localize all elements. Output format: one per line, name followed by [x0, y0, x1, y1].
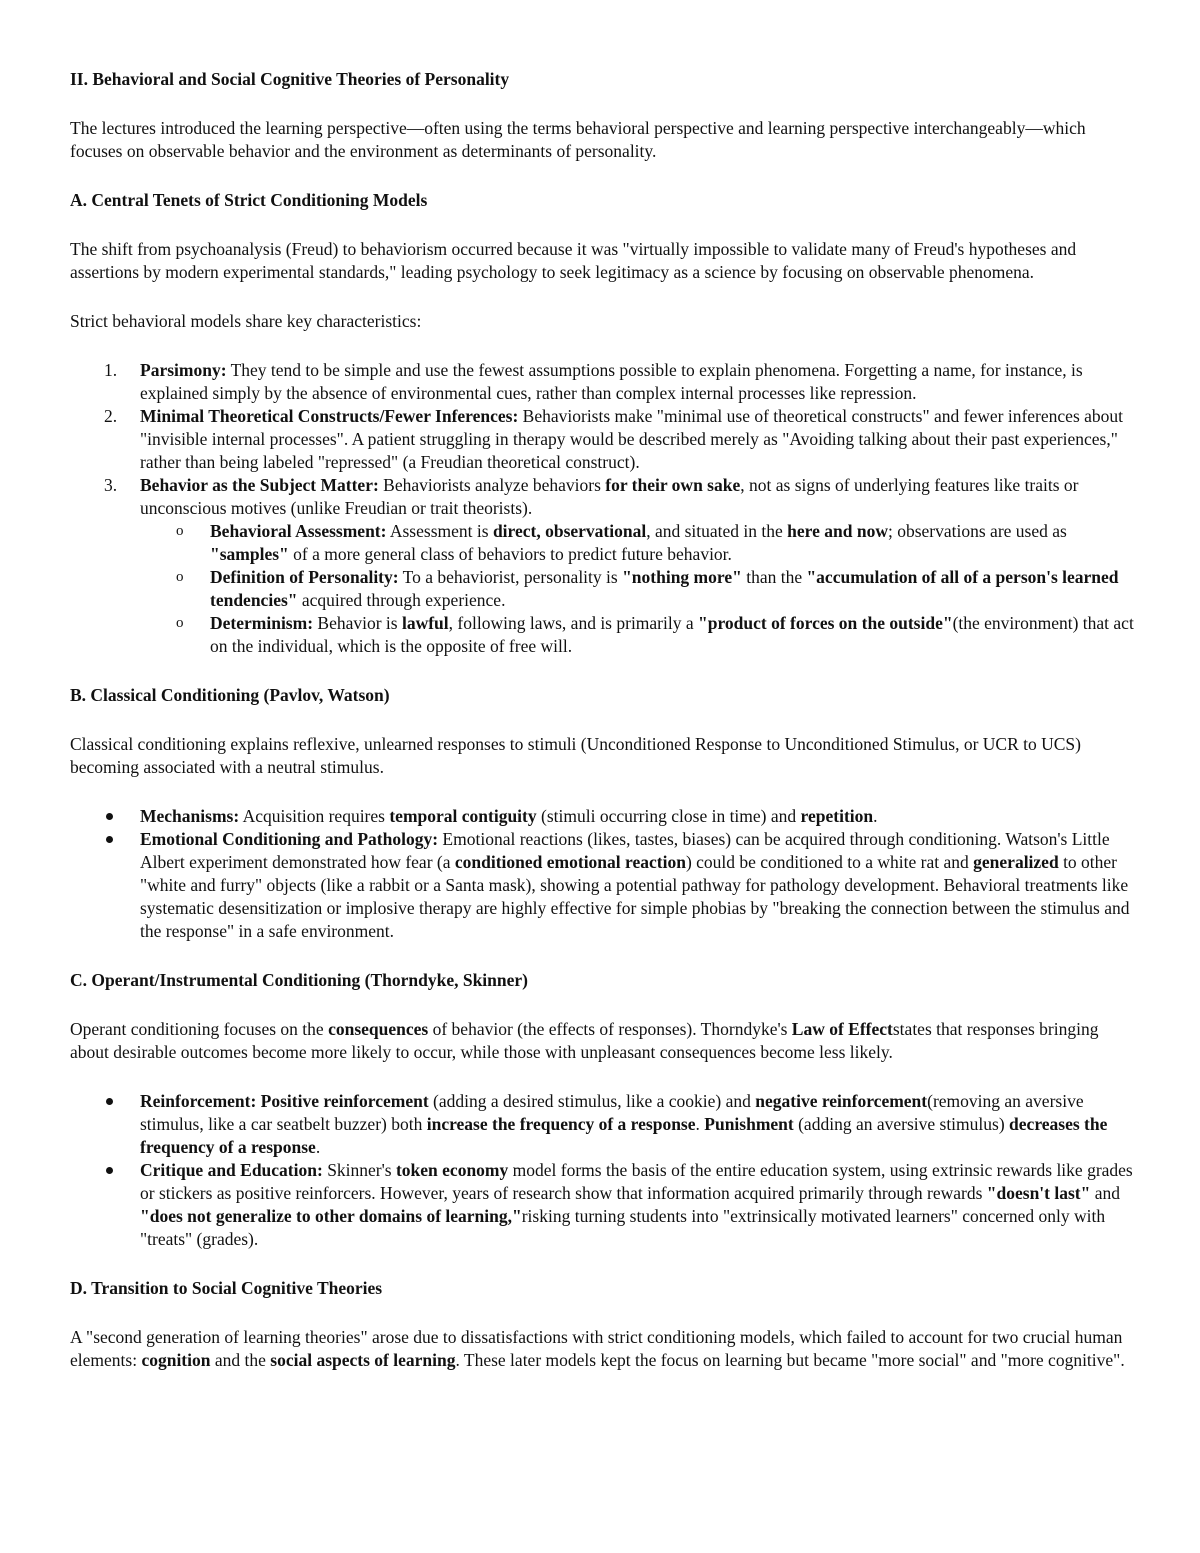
characteristics-list: [70, 359, 1135, 658]
bullet-icon: [106, 836, 113, 843]
item-text: , and situated in the: [646, 521, 788, 541]
item-text: They tend to be simple and use the fewest assumptions possible to explain phenomena. Forgetting a name, for instance, is explained simply by the absence of environmental cues, rather than complex internal processes like repression.: [140, 360, 1083, 403]
list-number: 1.: [104, 360, 118, 380]
item-emphasis: increase the frequency of a response: [426, 1114, 696, 1134]
item-text: To a behaviorist, personality is: [398, 567, 623, 587]
section-title: II. Behavioral and Social Cognitive Theories of Personality: [70, 69, 510, 89]
paragraph-text: Operant conditioning focuses on the: [70, 1019, 329, 1039]
paragraph-text: states that responses bringing about desirable outcomes become more likely to occur, while those with unpleasant consequences become less likely.: [70, 1019, 1099, 1062]
item-label: Emotional Conditioning and Pathology:: [140, 829, 439, 849]
list-item: [70, 1090, 1135, 1159]
list-item: [70, 359, 1135, 405]
paragraph-d1: [70, 1326, 1135, 1372]
item-text: (the environment) that act on the individual, which is the opposite of free will.: [210, 613, 1134, 656]
item-text: (removing an aversive stimulus, like a car seatbelt buzzer) both: [140, 1091, 1084, 1134]
item-emphasis: direct, observational: [492, 521, 647, 541]
paragraph-text: . These later models kept the focus on learning but became "more social" and "more cognitive".: [455, 1350, 1125, 1370]
bullet-icon: [106, 1098, 113, 1105]
sub-list: [140, 520, 1135, 658]
item-text: Behaviorists make "minimal use of theoretical constructs" and fewer inferences about "invisible internal processes". A patient struggling in therapy would be described merely as "Avoiding talking about their past experiences," rather than being labeled "repressed" (a Freudian theoretical construct).: [140, 406, 1124, 472]
paragraph-b1: Classical conditioning explains reflexive, unlearned responses to stimuli (Unconditioned Response to Unconditioned Stimulus, or UCR to UCS) becoming associated with a neutral stimulus.: [70, 734, 1081, 777]
item-text: .: [873, 806, 878, 826]
item-label: Determinism:: [210, 613, 314, 633]
item-label: Parsimony:: [140, 360, 227, 380]
item-emphasis: "doesn't last": [986, 1183, 1091, 1203]
heading-d: D. Transition to Social Cognitive Theories: [70, 1278, 383, 1298]
item-emphasis: lawful: [401, 613, 449, 633]
item-emphasis: decreases the frequency of a response: [140, 1114, 1108, 1157]
paragraph-a1: The shift from psychoanalysis (Freud) to behaviorism occurred because it was "virtually impossible to validate many of Freud's hypotheses and assertions by modern experimental standards," leading psychology to seek legitimacy as a science by focusing on observable phenomena.: [70, 239, 1077, 282]
paragraph-text: of behavior (the effects of responses). Thorndyke's: [428, 1019, 792, 1039]
item-emphasis: Punishment: [704, 1114, 794, 1134]
item-text: .: [695, 1114, 705, 1134]
circle-bullet-icon: o: [176, 523, 184, 539]
item-emphasis: generalized: [973, 852, 1059, 872]
item-text: than the: [741, 567, 807, 587]
item-label: Behavior as the Subject Matter:: [140, 475, 379, 495]
heading-c: C. Operant/Instrumental Conditioning (Thorndyke, Skinner): [70, 970, 528, 990]
item-text: , not as signs of underlying features like traits or unconscious motives (unlike Freudian or trait theorists).: [140, 475, 1079, 518]
classical-list: [70, 805, 1135, 943]
item-text: (stimuli occurring close in time) and: [536, 806, 801, 826]
item-text: Emotional reactions (likes, tastes, biases) can be acquired through conditioning. Watson's Little Albert experiment demonstrated how fear (a: [140, 829, 1110, 872]
item-text: Acquisition requires: [239, 806, 390, 826]
list-number: 3.: [104, 475, 118, 495]
list-item: [70, 828, 1135, 943]
item-text: (adding a desired stimulus, like a cookie) and: [428, 1091, 756, 1111]
item-emphasis: here and now: [787, 521, 888, 541]
heading-a: A. Central Tenets of Strict Conditioning Models: [70, 190, 428, 210]
heading-b: B. Classical Conditioning (Pavlov, Watson): [70, 685, 390, 705]
intro-paragraph: The lectures introduced the learning perspective—often using the terms behavioral perspective and learning perspective interchangeably—which focuses on observable behavior and the environment as determinants of personality.: [70, 118, 1086, 161]
item-text: and: [1090, 1183, 1120, 1203]
item-emphasis: temporal contiguity: [389, 806, 537, 826]
item-emphasis: for their own sake: [605, 475, 741, 495]
item-emphasis: "nothing more": [622, 567, 742, 587]
item-text: Behaviorists analyze behaviors: [378, 475, 606, 495]
bullet-icon: [106, 1167, 113, 1174]
sub-list-item: [140, 612, 1135, 658]
item-emphasis: repetition: [800, 806, 874, 826]
item-emphasis: conditioned emotional reaction: [454, 852, 686, 872]
item-label: Reinforcement: Positive reinforcement: [140, 1091, 429, 1111]
item-text: ) could be conditioned to a white rat and: [685, 852, 974, 872]
item-text: of a more general class of behaviors to predict future behavior.: [288, 544, 732, 564]
circle-bullet-icon: o: [176, 615, 184, 631]
paragraph-text: and the: [210, 1350, 271, 1370]
sub-list-item: [140, 566, 1135, 612]
item-text: (adding an aversive stimulus): [793, 1114, 1010, 1134]
item-text: Assessment is: [386, 521, 493, 541]
item-label: Minimal Theoretical Constructs/Fewer Inferences:: [140, 406, 519, 426]
item-emphasis: "product of forces on the outside": [698, 613, 953, 633]
paragraph-text: A "second generation of learning theories" arose due to dissatisfactions with strict conditioning models, which failed to account for two crucial human elements:: [70, 1327, 1123, 1370]
sub-list-item: [140, 520, 1135, 566]
paragraph-a2: Strict behavioral models share key characteristics:: [70, 311, 422, 331]
item-text: .: [315, 1137, 321, 1157]
list-item: [70, 405, 1135, 474]
item-emphasis: negative reinforcement: [755, 1091, 928, 1111]
item-label: Critique and Education:: [140, 1160, 323, 1180]
paragraph-c1: [70, 1018, 1135, 1064]
bullet-icon: [106, 813, 113, 820]
item-text: acquired through experience.: [297, 590, 506, 610]
item-text: Skinner's: [322, 1160, 396, 1180]
list-number: 2.: [104, 406, 118, 426]
item-text: model forms the basis of the entire education system, using extrinsic rewards like grades or stickers as positive reinforcers. However, years of research show that information acquired primarily through rewards: [140, 1160, 1133, 1203]
item-label: Definition of Personality:: [210, 567, 399, 587]
item-text: Behavior is: [313, 613, 402, 633]
list-item: [70, 805, 1135, 828]
document-page: [70, 68, 1135, 1398]
item-emphasis: "samples": [210, 544, 289, 564]
item-label: Mechanisms:: [140, 806, 240, 826]
item-label: Behavioral Assessment:: [210, 521, 387, 541]
paragraph-emphasis: consequences: [328, 1019, 429, 1039]
item-emphasis: token economy: [395, 1160, 509, 1180]
list-item: [70, 474, 1135, 658]
item-emphasis: "does not generalize to other domains of learning,": [140, 1206, 522, 1226]
item-text: ; observations are used as: [887, 521, 1067, 541]
list-item: [70, 1159, 1135, 1251]
item-text: to other "white and furry" objects (like a rabbit or a Santa mask), showing a potential pathway for pathology development. Behavioral treatments like systematic desensitization or implosive therapy are highly effective for simple phobias by "breaking the connection between the stimulus and the response" in a safe environment.: [140, 852, 1130, 941]
item-emphasis: "accumulation of all of a person's learned tendencies": [210, 567, 1119, 610]
item-text: risking turning students into "extrinsically motivated learners" concerned only with "treats" (grades).: [140, 1206, 1106, 1249]
item-text: , following laws, and is primarily a: [448, 613, 699, 633]
paragraph-emphasis: social aspects of learning: [270, 1350, 456, 1370]
operant-list: [70, 1090, 1135, 1251]
circle-bullet-icon: o: [176, 569, 184, 585]
paragraph-emphasis: Law of Effect: [791, 1019, 893, 1039]
paragraph-emphasis: cognition: [141, 1350, 211, 1370]
